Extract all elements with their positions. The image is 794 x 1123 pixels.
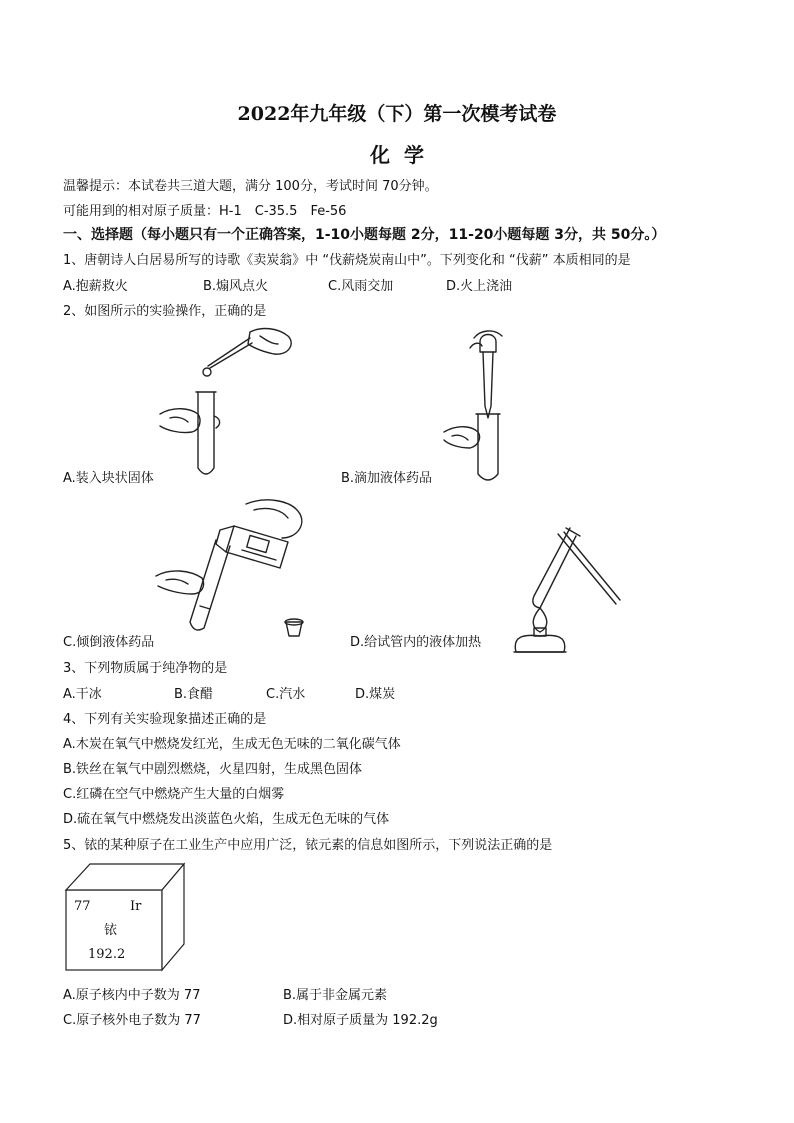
q2-stem: 2、如图所示的实验操作，正确的是	[63, 304, 267, 319]
subject-title: 化学	[370, 143, 438, 167]
atomic-masses: 可能用到的相对原子质量：H-1 C-35.5 Fe-56	[63, 204, 347, 219]
q4-option-d: D.硫在氧气中燃烧发出淡蓝色火焰，生成无色无味的气体	[63, 812, 390, 827]
section1-heading: 一、选择题（每小题只有一个正确答案，1-10小题每题 2分，11-20小题每题 3分，共 50分。）	[63, 227, 666, 243]
exam-title: 2022年九年级（下）第一次模考试卷	[237, 103, 557, 125]
q4-stem: 4、下列有关实验现象描述正确的是	[63, 712, 267, 727]
element-symbol: Ir	[130, 899, 142, 914]
q5-option-a: A.原子核内中子数为 77	[63, 988, 201, 1003]
figure-d-heating-liquid	[500, 524, 630, 654]
exam-tip: 温馨提示：本试卷共三道大题，满分 100分，考试时间 70分钟。	[63, 179, 438, 194]
q2-option-d: D.给试管内的液体加热	[350, 635, 482, 650]
q2-option-c: C.倾倒液体药品	[63, 635, 155, 650]
q1-option-c: C.风雨交加	[328, 279, 394, 294]
q5-stem: 5、铱的某种原子在工业生产中应用广泛，铱元素的信息如图所示，下列说法正确的是	[63, 838, 553, 853]
iridium-element-cube	[60, 858, 190, 974]
q3-option-b: B.食醋	[174, 687, 214, 702]
q4-option-c: C.红磷在空气中燃烧产生大量的白烟雾	[63, 787, 285, 802]
q1-option-b: B.煽风点火	[203, 279, 269, 294]
q2-option-a: A.装入块状固体	[63, 471, 154, 486]
q5-option-c: C.原子核外电子数为 77	[63, 1013, 201, 1028]
element-name: 铱	[104, 923, 118, 938]
q3-option-a: A.干冰	[63, 687, 102, 702]
q5-option-d: D.相对原子质量为 192.2g	[283, 1013, 438, 1028]
q1-stem: 1、唐朝诗人白居易所写的诗歌《卖炭翁》中 “伐薪烧炭南山中”。下列变化和 “伐薪” 本质相同的是	[63, 253, 631, 268]
q3-option-d: D.煤炭	[355, 687, 396, 702]
q5-option-b: B.属于非金属元素	[283, 988, 388, 1003]
figure-c-pouring-liquid	[150, 494, 330, 644]
figure-a-tweezers-tube	[150, 322, 320, 482]
q1-option-d: D.火上浇油	[446, 279, 513, 294]
q3-option-c: C.汽水	[266, 687, 306, 702]
element-number: 77	[74, 899, 91, 914]
figure-b-dropper-tube	[440, 328, 550, 488]
q4-option-b: B.铁丝在氧气中剧烈燃烧，火星四射，生成黑色固体	[63, 762, 363, 777]
q1-option-a: A.抱薪救火	[63, 279, 128, 294]
q3-stem: 3、下列物质属于纯净物的是	[63, 661, 228, 676]
q2-option-b: B.滴加液体药品	[341, 471, 433, 486]
q4-option-a: A.木炭在氧气中燃烧发红光，生成无色无味的二氧化碳气体	[63, 737, 401, 752]
element-mass: 192.2	[88, 947, 126, 962]
